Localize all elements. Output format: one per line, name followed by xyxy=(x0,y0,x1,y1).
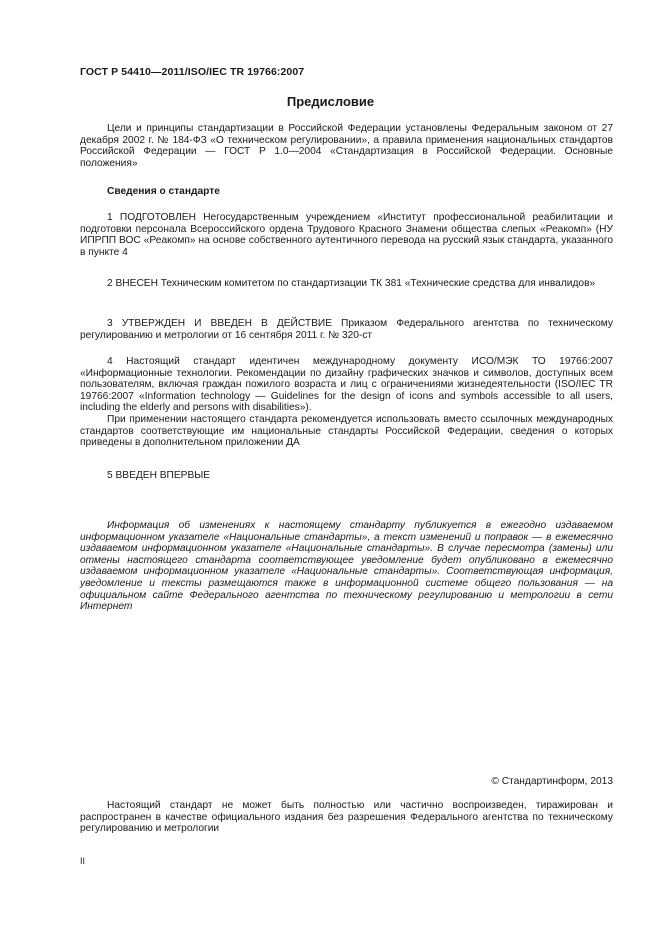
item-4-block xyxy=(80,356,613,449)
notice-block xyxy=(80,520,613,613)
document-header: ГОСТ Р 54410—2011/ISO/IEC TR 19766:2007 xyxy=(80,66,305,78)
item-4-note-paragraph: При применении настоящего стандарта рекомендуется использовать вместо ссылочных международных стандартов соответствующие им национальные стандарты Российской Федерации, сведения о которых приведены в дополнительном приложении ДА xyxy=(80,413,613,449)
page-title: Предисловие xyxy=(286,94,375,109)
item-1-block xyxy=(80,212,613,258)
item-3-paragraph: 3 УТВЕРЖДЕН И ВВЕДЕН В ДЕЙСТВИЕ Приказом Федерального агентства по техническому регулированию и метрологии от 16 сентября 2011 г. № 320-ст xyxy=(80,318,613,341)
intro-block xyxy=(80,123,613,169)
item-5-block xyxy=(80,470,613,482)
reproduction-paragraph: Настоящий стандарт не может быть полностью или частично воспроизведен, тиражирован и распространен в качестве официального издания без разрешения Федерального агентства по техническому регулированию и метрологии xyxy=(80,800,613,835)
item-4-paragraph: 4 Настоящий стандарт идентичен международному документу ИСО/МЭК ТО 19766:2007 «Информационные технологии. Рекомендации по дизайну графических значков и символов, доступных всем пользователям, включая граждан пожилого возраста и лиц с ограничениями жизнедеятельности (ISO/IEC TR 19766:2007 «Information technology — Guidelines for the design of icons and symbols accessible to all users, including the elderly and persons with disabilities»). xyxy=(80,356,613,414)
item-1-paragraph: 1 ПОДГОТОВЛЕН Негосударственным учреждением «Институт профессиональной реабилитации и подготовки персонала Всероссийского ордена Трудового Красного Знамени общества слепых «Реакомп» (НУ ИПРПП ВОС «Реакомп» на основе собственного аутентичного перевода на русский язык стандарта, указанного в пункте 4 xyxy=(80,212,613,258)
item-5-paragraph: 5 ВВЕДЕН ВПЕРВЫЕ xyxy=(107,470,211,481)
item-2-block xyxy=(80,278,613,290)
copyright-line: © Стандартинформ, 2013 xyxy=(491,776,613,787)
intro-paragraph: Цели и принципы стандартизации в Российской Федерации установлены Федеральным законом от 27 декабря 2002 г. № 184-ФЗ «О техническом регулировании», а правила применения национальных стандартов Российской Федерации — ГОСТ Р 1.0—2004 «Стандартизация в Российской Федерации. Основные положения» xyxy=(80,123,613,169)
notice-paragraph: Информация об изменениях к настоящему стандарту публикуется в ежегодно издаваемом информационном указателе «Национальные стандарты», а текст изменений и поправок — в ежемесячно издаваемом информационном указателе «Национальные стандарты». В случае пересмотра (замены) или отмены настоящего стандарта соответствующее уведомление будет опубликовано в ежемесячно издаваемом информационном указателе «Национальные стандарты». Соответствующая информация, уведомление и тексты размещаются также в информационной системе общего пользования — на официальном сайте Федерального агентства по техническому регулированию и метрологии в сети Интернет xyxy=(80,520,613,613)
standard-info-heading: Сведения о стандарте xyxy=(107,186,220,197)
item-3-block xyxy=(80,318,613,341)
page-number: II xyxy=(80,856,86,866)
reproduction-block xyxy=(80,800,613,835)
item-2-paragraph: 2 ВНЕСЕН Техническим комитетом по стандартизации ТК 381 «Технические средства для инвалидов» xyxy=(107,278,596,289)
